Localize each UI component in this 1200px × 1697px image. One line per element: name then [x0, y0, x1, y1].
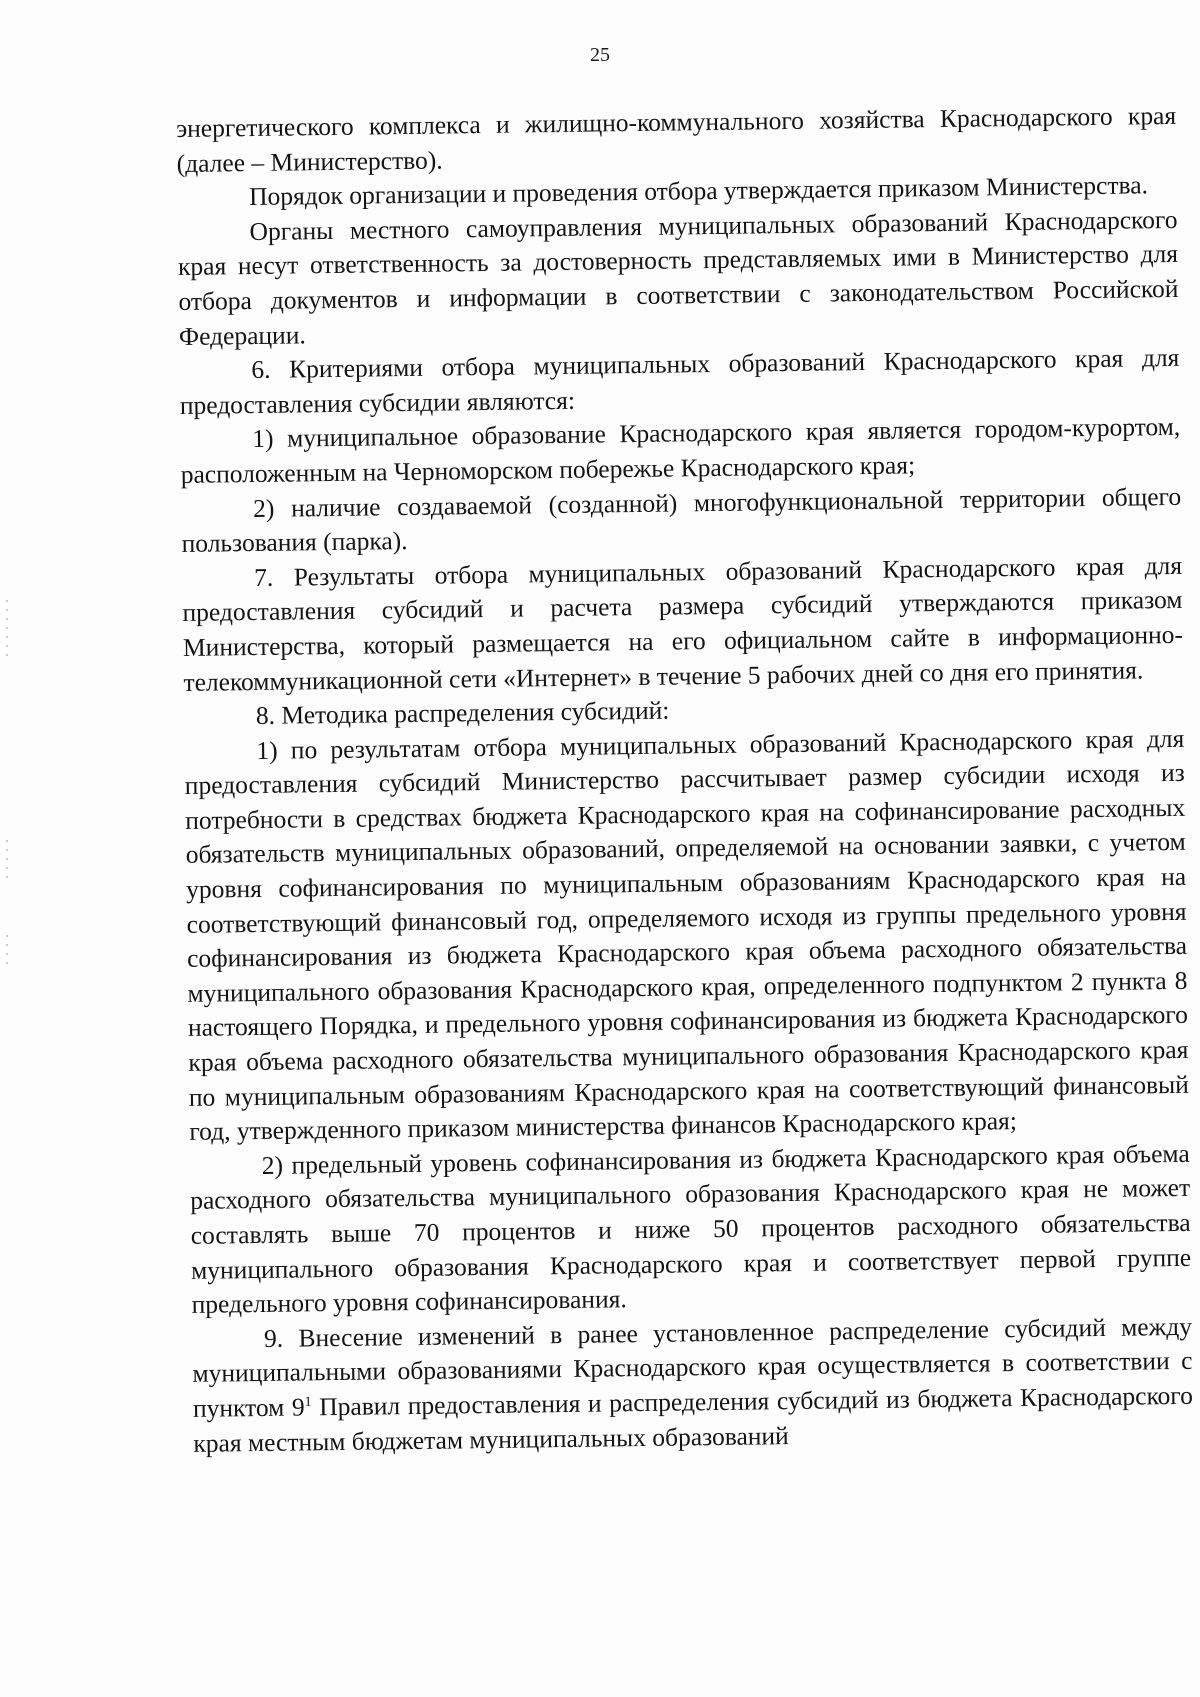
list-item: 2) предельный уровень софинансирования из бюджета Краснодарского края объема расходного обязательства муниципального образования Краснодарского края не может составлять выше 70 процентов и ниже 50 процентов расходного обязательства муниципального образования Краснодарского края и соответствует первой группе предельного уровня софинансирования.	[190, 1138, 1192, 1320]
paragraph-text: Правил предоставления и распределения субсидий из бюджета Краснодарского края местным бюджетам муниципальных образований	[193, 1380, 1194, 1458]
scan-artifact	[6, 600, 8, 660]
list-item: 1) муниципальное образование Краснодарского края является городом-курортом, расположенным на Черноморском побережье Краснодарского края;	[180, 412, 1181, 489]
list-item: 1) по результатам отбора муниципальных образований Краснодарского края для предоставления субсидий Министерство рассчитывает размер субсидии исходя из потребности в средствах бюджета Краснодарского края на софинансирование расходных обязательств муниципальных образований, определяемой на основании заявки, с учетом уровня софинансирования по муниципальным образованиям Краснодарского края на соответствующий финансовый год, определяемого исходя из группы предельного уровня софинансирования из бюджета Краснодарского края объема расходного обязательства муниципального образования Краснодарского края, определенного подпунктом 2 пункта 8 настоящего Порядка, и предельного уровня софинансирования из бюджета Краснодарского края объема расходного обязательства муниципального образования Краснодарского края по муниципальным образованиям Краснодарского края на соответствующий финансовый год, утвержденного приказом министерства финансов Краснодарского края;	[184, 723, 1189, 1147]
document-body	[176, 99, 1194, 1461]
scan-artifact	[6, 935, 8, 965]
paragraph	[192, 1310, 1194, 1461]
paragraph-text: 9. Внесение изменений в ранее установленное распределение субсидий между муниципальными образованиями Краснодарского края осуществляется в соответствии с пунктом 9	[192, 1311, 1193, 1423]
paragraph: энергетического комплекса и жилищно-коммунального хозяйства Краснодарского края (далее – Министерство).	[176, 100, 1177, 178]
scan-artifact	[6, 840, 8, 880]
paragraph: 8. Методика распределения субсидий:	[255, 695, 670, 731]
page-number: 25	[590, 44, 610, 66]
paragraph: Порядок организации и проведения отбора утверждается приказом Министерства.	[248, 170, 1149, 212]
superscript: 1	[304, 1394, 312, 1410]
list-item: 2) наличие создаваемой (созданной) многофункциональной территории общего пользования (парка).	[181, 481, 1182, 559]
paragraph: Органы местного самоуправления муниципальных образований Краснодарского края несут ответственность за достоверность представляемых ими в Министерство для отбора документов и информации в соответствии с законодательством Российской Федерации.	[177, 204, 1179, 351]
paragraph: 6. Критериями отбора муниципальных образований Краснодарского края для предоставления субсидии являются:	[179, 343, 1180, 420]
paragraph: 7. Результаты отбора муниципальных образований Краснодарского края для предоставления субсидий и расчета размера субсидий утверждаются приказом Министерства, который размещается на его официальном сайте в информационно-телекоммуникационной сети «Интернет» в течение 5 рабочих дней со дня его принятия.	[182, 550, 1184, 697]
